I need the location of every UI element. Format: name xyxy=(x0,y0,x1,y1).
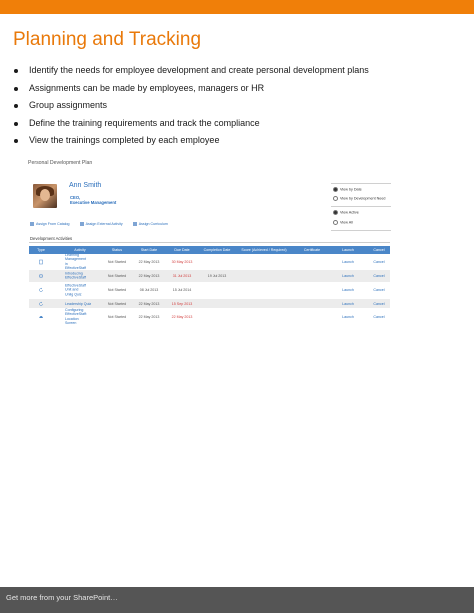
launch-link[interactable]: Launch xyxy=(342,301,354,306)
bullet-text: Group assignments xyxy=(29,100,108,111)
top-accent-bar xyxy=(0,0,474,14)
cancel-link[interactable]: Cancel xyxy=(373,260,385,264)
assign-from-catalog-link[interactable]: Assign From Catalog xyxy=(30,222,70,226)
cancel-link[interactable]: Cancel xyxy=(373,315,385,319)
due-date: 15 Sep 2013 xyxy=(171,301,193,306)
avatar xyxy=(33,184,57,208)
bullet-item xyxy=(14,62,369,80)
column-header: Cancel xyxy=(373,248,385,252)
section-divider xyxy=(29,242,390,243)
profile-department: Executive Management xyxy=(70,200,117,205)
bullet-dot-icon xyxy=(14,104,18,108)
column-header: Completion Date xyxy=(203,248,231,252)
table-row xyxy=(29,270,390,282)
bullet-item xyxy=(14,132,369,150)
view-all-radio[interactable]: View All xyxy=(333,220,353,225)
status: Not Started xyxy=(107,274,127,278)
table-row xyxy=(29,255,390,269)
column-header: Due Date xyxy=(174,248,190,252)
status: Not Started xyxy=(107,315,127,319)
plan-heading: Personal Development Plan xyxy=(28,160,93,166)
radio-selected-icon xyxy=(333,210,338,215)
column-header: Activity xyxy=(74,248,86,252)
activity-link[interactable]: Introducing EffectiveStaff xyxy=(65,271,87,280)
options-divider xyxy=(331,230,391,231)
bullet-dot-icon xyxy=(14,87,18,91)
column-header: Type xyxy=(37,248,45,252)
globe-icon xyxy=(39,274,44,279)
cancel-link[interactable]: Cancel xyxy=(373,301,385,306)
start-date: 22 May 2013 xyxy=(138,274,160,278)
bullet-item xyxy=(14,97,369,115)
footer-bar xyxy=(0,587,474,613)
start-date: 22 May 2013 xyxy=(138,301,160,306)
table-row xyxy=(29,283,390,298)
external-activity-icon xyxy=(80,222,84,226)
footer-text: Get more from your SharePoint… xyxy=(6,593,118,602)
page-title: Planning and Tracking xyxy=(13,29,202,50)
table-row xyxy=(29,299,390,308)
assign-actions xyxy=(30,222,177,226)
launch-link[interactable]: Launch xyxy=(342,315,354,319)
bullet-item xyxy=(14,115,369,133)
activity-link[interactable]: Learning Management in EffectiveStaff xyxy=(65,253,87,271)
launch-link[interactable]: Launch xyxy=(342,274,354,278)
face-shape xyxy=(40,189,50,201)
bullet-text: Identify the needs for employee development and create personal development plans xyxy=(29,65,369,75)
bullet-text: Define the training requirements and track the compliance xyxy=(29,117,260,128)
profile-name[interactable]: Ann Smith xyxy=(69,182,102,189)
page-icon xyxy=(39,260,44,265)
column-header: Score (Achieved / Required) xyxy=(241,248,287,252)
bullet-list xyxy=(14,62,369,150)
assign-external-activity-link[interactable]: Assign External Activity xyxy=(80,222,123,226)
launch-link[interactable]: Launch xyxy=(342,288,354,292)
status: Not Started xyxy=(107,260,127,264)
cancel-link[interactable]: Cancel xyxy=(373,274,385,278)
refresh-icon xyxy=(39,288,44,293)
start-date: 22 May 2013 xyxy=(138,315,160,319)
cancel-link[interactable]: Cancel xyxy=(373,288,385,292)
due-date: 15 Jul 2014 xyxy=(172,288,192,292)
table-row xyxy=(29,309,390,325)
due-date: 31 Jul 2013 xyxy=(172,274,192,278)
bullet-item xyxy=(14,80,369,98)
refresh-icon xyxy=(39,301,44,306)
view-active-radio[interactable]: View Active xyxy=(333,210,359,215)
radio-selected-icon xyxy=(333,187,338,192)
view-by-need-radio[interactable]: View by Development Need xyxy=(333,196,385,201)
status: Not Started xyxy=(107,301,127,306)
development-plan-screenshot xyxy=(26,160,392,340)
bullet-dot-icon xyxy=(14,69,18,73)
profile-role: CEO, xyxy=(70,195,81,200)
radio-empty-icon xyxy=(333,220,338,225)
column-header: Start Date xyxy=(140,248,158,252)
completion-date: 19 Jul 2013 xyxy=(207,274,227,278)
column-header: Launch xyxy=(342,248,354,252)
view-by-date-radio[interactable]: View by Date xyxy=(333,187,362,192)
curriculum-icon xyxy=(133,222,137,226)
bullet-dot-icon xyxy=(14,139,18,143)
options-divider xyxy=(331,183,391,184)
assign-curriculum-link[interactable]: Assign Curriculum xyxy=(133,222,168,226)
due-date: 22 May 2013 xyxy=(171,315,193,319)
radio-empty-icon xyxy=(333,196,338,201)
start-date: 22 May 2013 xyxy=(138,260,160,264)
activity-link[interactable]: Configuring EffectiveStaff: Location Screen xyxy=(65,308,88,326)
bullet-dot-icon xyxy=(14,122,18,126)
due-date: 30 May 2013 xyxy=(171,260,193,264)
column-header: Status xyxy=(111,248,123,252)
catalog-icon xyxy=(30,222,34,226)
activity-link[interactable]: EffectiveStaff Unit and Unlig Quiz xyxy=(65,283,87,297)
column-header: Certificate xyxy=(303,248,321,252)
activity-link[interactable]: Leadership Quiz xyxy=(65,301,92,306)
status: Not Started xyxy=(107,288,127,292)
start-date: 08 Jul 2013 xyxy=(139,288,159,292)
launch-link[interactable]: Launch xyxy=(342,260,354,264)
cloud-icon xyxy=(39,315,44,320)
bullet-text: View the trainings completed by each employee xyxy=(29,135,220,146)
bullet-text: Assignments can be made by employees, managers or HR xyxy=(29,82,265,93)
section-label: Development Activities xyxy=(30,236,73,241)
options-divider xyxy=(331,206,391,207)
